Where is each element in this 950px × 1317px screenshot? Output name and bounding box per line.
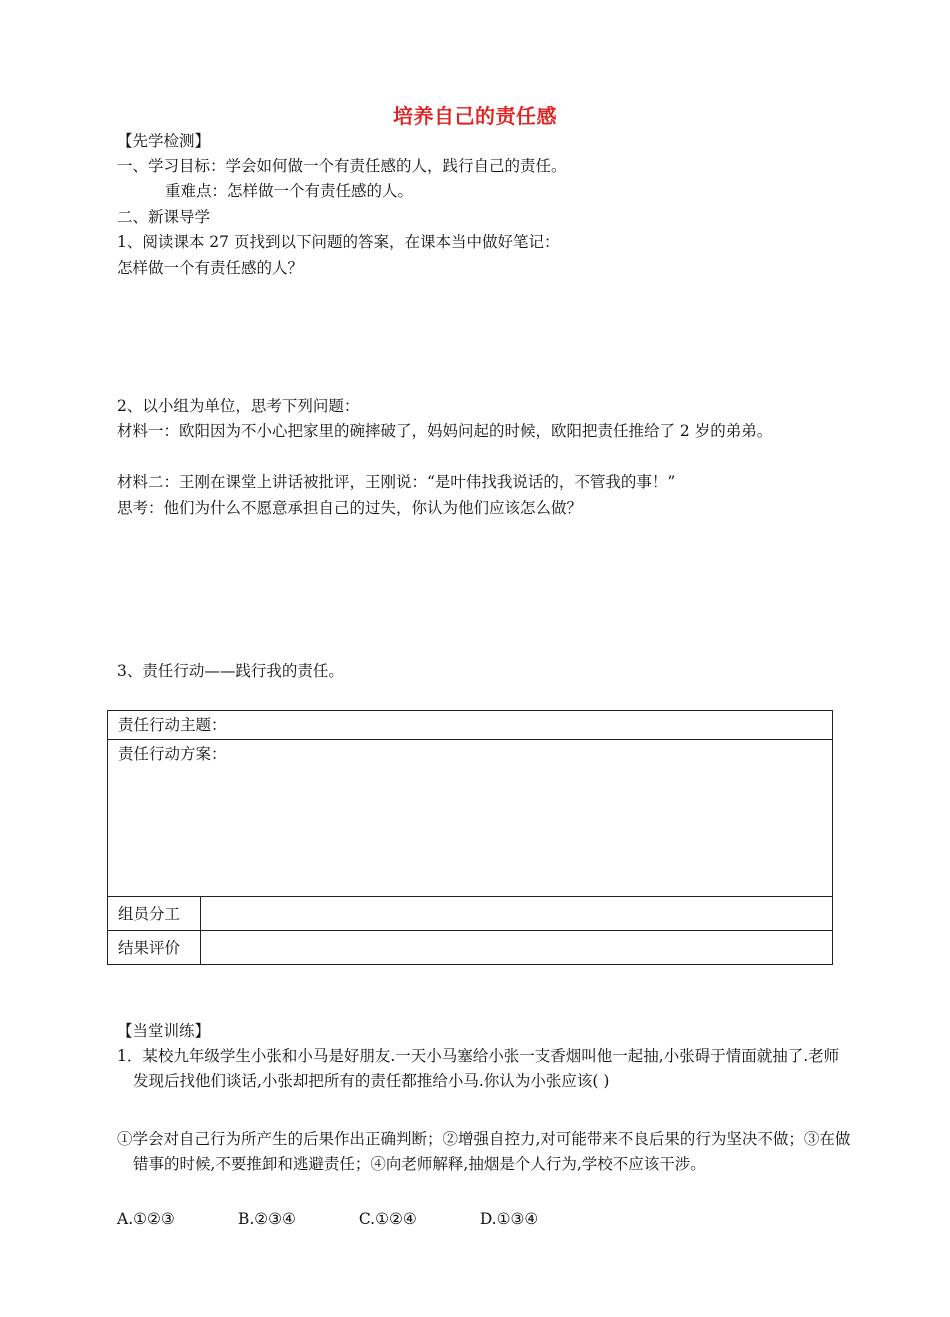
- section-header-practice: 【当堂训练】: [117, 1022, 211, 1040]
- option-d[interactable]: D.①③④: [479, 1210, 539, 1228]
- key-points: 重难点：怎样做一个有责任感的人。: [165, 182, 414, 200]
- theme-label: 责任行动主题：: [118, 716, 227, 734]
- material-1: 材料一：欧阳因为不小心把家里的碗摔破了，妈妈问起的时候，欧阳把责任推给了 2 岁的弟弟。: [117, 422, 773, 440]
- question-1-prompt: 怎样做一个有责任感的人？: [117, 259, 304, 277]
- evaluation-label-cell: [108, 931, 201, 965]
- new-lesson-heading: 二、新课导学: [117, 208, 211, 226]
- option-b[interactable]: B.②③④: [237, 1210, 296, 1228]
- table-row: [108, 740, 833, 897]
- option-c[interactable]: C.①②④: [358, 1210, 417, 1228]
- table-row: [108, 897, 833, 931]
- question-2: 2、以小组为单位，思考下列问题：: [117, 397, 360, 415]
- table-row: [108, 711, 833, 740]
- practice-question-1: 1．某校九年级学生小张和小马是好朋友.一天小马塞给小张一支香烟叫他一起抽,小张碍于情面就抽了.老师发现后找他们谈话,小张却把所有的责任都推给小马.你认为小张应该( ): [117, 1047, 840, 1090]
- question-1: 1、阅读课本 27 页找到以下问题的答案，在课本当中做好笔记：: [117, 233, 560, 251]
- material-2: 材料二：王刚在课堂上讲话被批评，王刚说：“是叶伟找我说话的，不管我的事！”: [117, 473, 676, 491]
- practice-statements: ①学会对自己行为所产生的后果作出正确判断；②增强自控力,对可能带来不良后果的行为坚决不做；③在做错事的时候,不要推卸和逃避责任；④向老师解释,抽烟是个人行为,学校不应该干涉。: [117, 1130, 851, 1173]
- learning-goal: 一、学习目标：学会如何做一个有责任感的人，践行自己的责任。: [117, 157, 567, 175]
- table-row: [108, 931, 833, 965]
- division-label-cell: [108, 897, 201, 931]
- page-title: 培养自己的责任感: [393, 104, 557, 128]
- option-a[interactable]: A.①②③: [117, 1210, 175, 1228]
- division-value-cell[interactable]: [201, 897, 833, 931]
- evaluation-value-cell[interactable]: [201, 931, 833, 965]
- section-header-pre-check: 【先学检测】: [117, 132, 211, 150]
- answer-options: [117, 1208, 538, 1230]
- theme-cell[interactable]: [108, 711, 833, 740]
- division-label: 组员分工: [118, 904, 181, 923]
- question-3: 3、责任行动——践行我的责任。: [117, 662, 344, 680]
- think-question: 思考：他们为什么不愿意承担自己的过失，你认为他们应该怎么做？: [117, 499, 583, 517]
- plan-label: 责任行动方案：: [118, 745, 227, 763]
- plan-cell[interactable]: [108, 740, 833, 897]
- action-plan-table: [107, 710, 833, 965]
- evaluation-label: 结果评价: [118, 938, 181, 957]
